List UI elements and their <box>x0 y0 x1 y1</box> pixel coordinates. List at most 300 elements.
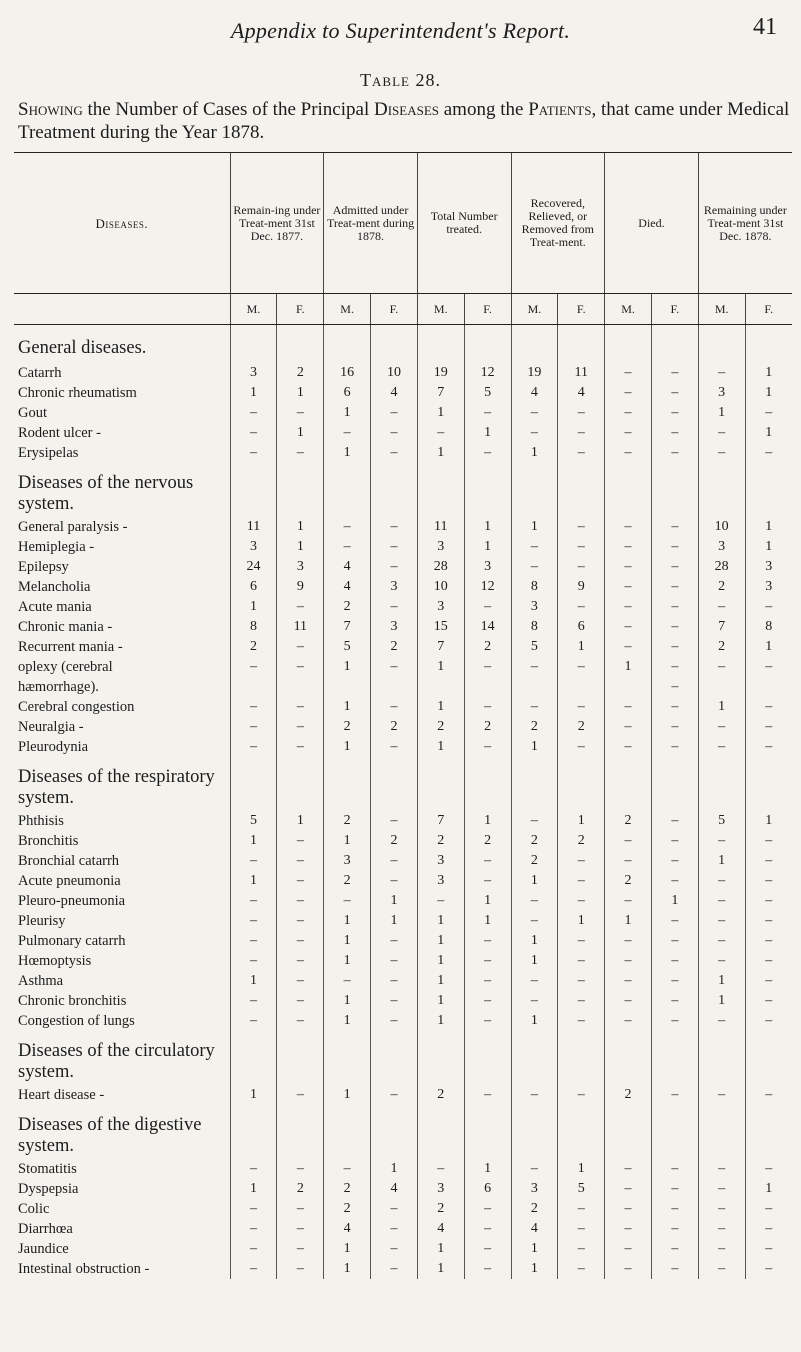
table-cell: 1 <box>511 517 558 537</box>
table-cell: 6 <box>558 617 605 637</box>
table-cell: – <box>558 737 605 757</box>
table-cell: 8 <box>745 617 792 637</box>
table-cell: – <box>277 871 324 891</box>
table-cell: – <box>558 1239 605 1259</box>
table-cell: – <box>277 637 324 657</box>
table-cell: 12 <box>464 363 511 383</box>
table-cell: 6 <box>464 1179 511 1199</box>
table-cell: 1 <box>324 911 371 931</box>
table-cell <box>511 677 558 697</box>
disease-name: hæmorrhage). <box>18 678 99 695</box>
table-cell: – <box>605 851 652 871</box>
table-cell: – <box>605 577 652 597</box>
table-cell: – <box>558 423 605 443</box>
section-header-row <box>14 325 792 364</box>
table-cell: – <box>464 851 511 871</box>
table-cell: – <box>230 1239 277 1259</box>
table-cell: – <box>230 1259 277 1279</box>
table-cell <box>417 325 464 364</box>
table-cell: – <box>651 517 698 537</box>
table-cell: – <box>371 697 418 717</box>
table-cell: – <box>698 443 745 463</box>
table-row <box>14 717 792 737</box>
subheader-m: M. <box>698 294 745 325</box>
table-cell: – <box>277 831 324 851</box>
table-cell: 2 <box>324 1199 371 1219</box>
table-cell: – <box>558 951 605 971</box>
table-cell: – <box>371 951 418 971</box>
table-cell: – <box>605 951 652 971</box>
table-cell: 1 <box>745 423 792 443</box>
section-title: General diseases. <box>18 337 147 358</box>
table-cell: – <box>277 1085 324 1105</box>
table-cell: – <box>698 831 745 851</box>
table-cell: 5 <box>230 811 277 831</box>
table-cell <box>371 463 418 517</box>
table-row <box>14 443 792 463</box>
table-cell: 2 <box>605 811 652 831</box>
caption-part: Patients <box>528 99 592 120</box>
table-row <box>14 831 792 851</box>
section-header-row <box>14 1031 792 1085</box>
subheader-m: M. <box>230 294 277 325</box>
table-cell: – <box>698 737 745 757</box>
table-cell: 1 <box>324 991 371 1011</box>
caption-part: Showing <box>18 99 83 120</box>
table-cell: – <box>698 1159 745 1179</box>
disease-name: Dyspepsia <box>18 1180 79 1197</box>
table-cell: – <box>324 517 371 537</box>
table-cell: – <box>277 697 324 717</box>
table-row <box>14 537 792 557</box>
table-cell: – <box>745 1085 792 1105</box>
disease-name: oplexy (cerebral <box>18 658 113 675</box>
table-cell: – <box>277 991 324 1011</box>
table-cell: 19 <box>511 363 558 383</box>
table-cell: 7 <box>698 617 745 637</box>
table-cell: 3 <box>698 383 745 403</box>
table-cell: – <box>464 1085 511 1105</box>
disease-name: Pleuro-pneumonia <box>18 892 126 909</box>
table-cell: – <box>371 657 418 677</box>
table-row <box>14 1179 792 1199</box>
table-cell: 11 <box>277 617 324 637</box>
table-cell: 7 <box>417 811 464 831</box>
table-cell: – <box>605 557 652 577</box>
table-cell: – <box>371 557 418 577</box>
table-cell: – <box>464 1011 511 1031</box>
table-cell <box>558 757 605 811</box>
table-cell <box>464 757 511 811</box>
table-row <box>14 577 792 597</box>
table-cell: 24 <box>230 557 277 577</box>
disease-name: Bronchitis <box>18 832 79 849</box>
table-cell: – <box>464 737 511 757</box>
table-cell: – <box>698 423 745 443</box>
table-cell: – <box>651 1085 698 1105</box>
table-cell: – <box>417 423 464 443</box>
subheader-blank <box>14 294 230 325</box>
table-cell: – <box>651 931 698 951</box>
subheader-f: F. <box>371 294 418 325</box>
table-cell: – <box>230 423 277 443</box>
table-cell: 5 <box>324 637 371 657</box>
table-cell: – <box>745 697 792 717</box>
table-cell: – <box>698 1179 745 1199</box>
table-cell: – <box>558 931 605 951</box>
table-cell: 1 <box>605 657 652 677</box>
table-cell: 1 <box>417 931 464 951</box>
table-cell: 2 <box>558 717 605 737</box>
column-header-group: Remain-ing under Treat-ment 31st Dec. 1877. <box>230 153 324 294</box>
table-cell: 5 <box>511 637 558 657</box>
table-cell: 3 <box>230 363 277 383</box>
table-cell: – <box>558 851 605 871</box>
table-cell: 4 <box>371 1179 418 1199</box>
table-row <box>14 851 792 871</box>
table-row <box>14 423 792 443</box>
table-cell: 3 <box>417 871 464 891</box>
table-cell <box>511 463 558 517</box>
table-cell: 4 <box>324 1219 371 1239</box>
table-cell: 1 <box>745 383 792 403</box>
table-cell: – <box>558 1259 605 1279</box>
table-cell: – <box>511 697 558 717</box>
table-cell: – <box>651 697 698 717</box>
table-cell <box>745 757 792 811</box>
table-cell: – <box>745 717 792 737</box>
table-cell: 1 <box>511 737 558 757</box>
table-cell: 4 <box>371 383 418 403</box>
table-cell: – <box>277 1199 324 1219</box>
table-cell: – <box>651 1179 698 1199</box>
table-cell <box>277 325 324 364</box>
table-cell: – <box>745 871 792 891</box>
table-cell: 1 <box>277 537 324 557</box>
table-cell <box>558 463 605 517</box>
table-cell: 1 <box>698 403 745 423</box>
table-cell: 2 <box>605 1085 652 1105</box>
table-cell: 16 <box>324 363 371 383</box>
table-cell: 1 <box>230 383 277 403</box>
column-header-group: Remaining under Treat-ment 31st Dec. 1878. <box>698 153 792 294</box>
table-cell <box>651 1031 698 1085</box>
disease-name: Jaundice <box>18 1240 69 1257</box>
table-cell: 2 <box>417 831 464 851</box>
table-cell <box>698 757 745 811</box>
subheader-row <box>14 294 792 325</box>
table-cell: 1 <box>745 1179 792 1199</box>
table-cell <box>277 1031 324 1085</box>
disease-name: Intestinal obstruction - <box>18 1260 150 1277</box>
table-row <box>14 1239 792 1259</box>
table-cell: 1 <box>417 991 464 1011</box>
table-cell: – <box>698 1239 745 1259</box>
table-cell <box>324 757 371 811</box>
table-cell <box>371 1105 418 1159</box>
table-cell: – <box>698 1259 745 1279</box>
table-cell: – <box>230 1199 277 1219</box>
table-cell: – <box>558 697 605 717</box>
table-cell: 2 <box>277 363 324 383</box>
table-cell: – <box>277 951 324 971</box>
table-cell: 1 <box>511 1239 558 1259</box>
table-cell: 1 <box>371 1159 418 1179</box>
table-cell: – <box>230 851 277 871</box>
table-cell <box>417 1105 464 1159</box>
table-cell: – <box>277 597 324 617</box>
table-cell: – <box>371 971 418 991</box>
table-cell: 1 <box>745 637 792 657</box>
table-cell: – <box>277 657 324 677</box>
table-cell: – <box>745 851 792 871</box>
subheader-m: M. <box>417 294 464 325</box>
table-cell: 1 <box>417 657 464 677</box>
table-cell <box>605 757 652 811</box>
table-row <box>14 811 792 831</box>
column-header-group: Total Number treated. <box>417 153 511 294</box>
table-cell: – <box>464 443 511 463</box>
column-header-group: Died. <box>605 153 699 294</box>
table-cell: – <box>605 403 652 423</box>
table-cell <box>464 1105 511 1159</box>
table-cell: – <box>371 517 418 537</box>
disease-name: Hemiplegia - <box>18 538 95 555</box>
table-cell: – <box>558 1085 605 1105</box>
table-cell: 2 <box>324 811 371 831</box>
table-cell: 1 <box>417 1239 464 1259</box>
table-cell <box>698 325 745 364</box>
table-cell: 1 <box>417 697 464 717</box>
table-cell: – <box>324 1159 371 1179</box>
subheader-f: F. <box>558 294 605 325</box>
table-row <box>14 383 792 403</box>
disease-name: Cerebral congestion <box>18 698 135 715</box>
table-cell: – <box>277 737 324 757</box>
page-number: 41 <box>753 14 777 40</box>
table-cell: – <box>558 891 605 911</box>
table-cell: 1 <box>324 951 371 971</box>
table-cell: – <box>698 1199 745 1219</box>
table-cell: – <box>651 1259 698 1279</box>
table-cell: – <box>605 443 652 463</box>
table-cell: 10 <box>371 363 418 383</box>
table-row <box>14 617 792 637</box>
table-cell: – <box>745 1259 792 1279</box>
table-cell: – <box>745 831 792 851</box>
table-cell: – <box>698 597 745 617</box>
table-cell: 1 <box>417 1259 464 1279</box>
disease-name: Epilepsy <box>18 558 69 575</box>
section-title: Diseases of the digestive system. <box>18 1115 202 1156</box>
table-cell: 1 <box>230 871 277 891</box>
table-cell: – <box>651 1199 698 1219</box>
table-cell: – <box>651 1219 698 1239</box>
table-cell: – <box>745 1011 792 1031</box>
disease-name: Stomatitis <box>18 1160 77 1177</box>
table-cell: 1 <box>745 537 792 557</box>
table-cell: 2 <box>511 717 558 737</box>
table-cell: – <box>745 657 792 677</box>
table-cell: 2 <box>511 831 558 851</box>
table-cell <box>605 463 652 517</box>
table-cell: – <box>605 517 652 537</box>
disease-name: Neuralgia - <box>18 718 84 735</box>
table-cell: – <box>605 1239 652 1259</box>
caption-part: , that came under Medical Treatment during the Year 1878. <box>18 99 790 143</box>
table-cell: 2 <box>698 637 745 657</box>
table-cell: – <box>371 871 418 891</box>
table-cell: 8 <box>511 617 558 637</box>
caption-part: Diseases <box>373 99 439 120</box>
table-cell: – <box>745 443 792 463</box>
table-cell: – <box>605 991 652 1011</box>
disease-name: Pulmonary catarrh <box>18 932 126 949</box>
table-cell: – <box>651 383 698 403</box>
table-cell: – <box>698 871 745 891</box>
table-cell: 2 <box>371 717 418 737</box>
table-cell: 5 <box>464 383 511 403</box>
disease-name: Phthisis <box>18 812 64 829</box>
table-cell: – <box>511 557 558 577</box>
table-cell: 1 <box>371 911 418 931</box>
table-cell <box>558 677 605 697</box>
table-cell: – <box>230 717 277 737</box>
table-cell: 11 <box>230 517 277 537</box>
table-cell: – <box>230 403 277 423</box>
table-cell: – <box>558 403 605 423</box>
table-cell: – <box>651 537 698 557</box>
table-cell: 1 <box>324 1259 371 1279</box>
table-cell: – <box>371 443 418 463</box>
table-cell: 1 <box>324 831 371 851</box>
table-cell: – <box>464 657 511 677</box>
table-cell: 5 <box>698 811 745 831</box>
table-cell: 10 <box>698 517 745 537</box>
table-cell: – <box>605 597 652 617</box>
table-cell: 11 <box>558 363 605 383</box>
table-cell: – <box>651 1011 698 1031</box>
table-cell: – <box>651 811 698 831</box>
disease-name: Recurrent mania - <box>18 638 123 655</box>
table-row <box>14 403 792 423</box>
table-cell: – <box>371 737 418 757</box>
disease-name: Hœmoptysis <box>18 952 92 969</box>
table-cell: 2 <box>324 1179 371 1199</box>
subheader-m: M. <box>605 294 652 325</box>
table-cell: 3 <box>745 577 792 597</box>
table-cell: – <box>277 1259 324 1279</box>
table-cell <box>558 1105 605 1159</box>
table-cell: – <box>605 831 652 851</box>
table-cell: – <box>651 617 698 637</box>
table-cell: 2 <box>511 1199 558 1219</box>
table-cell <box>371 1031 418 1085</box>
table-cell <box>464 677 511 697</box>
table-cell: – <box>230 931 277 951</box>
table-cell: – <box>371 423 418 443</box>
table-cell <box>745 325 792 364</box>
table-cell <box>371 757 418 811</box>
table-cell: 3 <box>745 557 792 577</box>
table-cell: 3 <box>417 1179 464 1199</box>
table-cell: 2 <box>324 597 371 617</box>
table-cell: – <box>558 443 605 463</box>
table-cell: 1 <box>558 637 605 657</box>
table-cell <box>511 1031 558 1085</box>
table-cell: 1 <box>745 811 792 831</box>
table-cell: 1 <box>698 697 745 717</box>
table-cell <box>230 325 277 364</box>
table-cell: 1 <box>417 1011 464 1031</box>
table-cell: 28 <box>698 557 745 577</box>
table-cell: 1 <box>417 403 464 423</box>
table-cell: 1 <box>698 991 745 1011</box>
table-cell: – <box>511 1159 558 1179</box>
disease-name: Gout <box>18 404 47 421</box>
table-cell: – <box>277 1219 324 1239</box>
table-cell: – <box>651 657 698 677</box>
table-cell: 2 <box>324 871 371 891</box>
table-cell: – <box>230 891 277 911</box>
table-cell: 4 <box>417 1219 464 1239</box>
table-row <box>14 1199 792 1219</box>
table-cell: – <box>605 697 652 717</box>
table-cell: – <box>745 1199 792 1219</box>
table-cell: – <box>230 1159 277 1179</box>
disease-name: Pleurisy <box>18 912 66 929</box>
table-cell: – <box>371 597 418 617</box>
table-cell: – <box>698 1085 745 1105</box>
disease-name: Chronic mania - <box>18 618 113 635</box>
caption-part: among the <box>439 99 529 120</box>
table-cell: – <box>230 697 277 717</box>
table-cell: 1 <box>511 443 558 463</box>
table-cell: 2 <box>464 717 511 737</box>
subheader-f: F. <box>277 294 324 325</box>
table-cell <box>651 325 698 364</box>
table-cell: – <box>371 537 418 557</box>
table-cell: – <box>651 577 698 597</box>
table-cell: 3 <box>417 537 464 557</box>
table-cell <box>417 463 464 517</box>
table-cell: – <box>464 871 511 891</box>
table-cell: – <box>277 891 324 911</box>
table-cell <box>464 325 511 364</box>
table-cell: – <box>277 911 324 931</box>
caption-part: the Number of Cases of the Principal <box>82 99 374 120</box>
table-cell: – <box>371 851 418 871</box>
table-row <box>14 657 792 677</box>
table-cell <box>698 677 745 697</box>
table-cell <box>464 1031 511 1085</box>
table-body <box>14 325 792 1280</box>
table-cell: – <box>698 1011 745 1031</box>
table-cell: – <box>511 403 558 423</box>
table-cell: – <box>698 717 745 737</box>
table-cell: 1 <box>277 383 324 403</box>
table-cell: – <box>698 891 745 911</box>
table-cell: 2 <box>558 831 605 851</box>
section-title: Diseases of the circulatory system. <box>18 1041 215 1082</box>
table-cell: – <box>371 1219 418 1239</box>
table-cell: 11 <box>417 517 464 537</box>
table-cell: 1 <box>464 811 511 831</box>
section-header-row <box>14 463 792 517</box>
table-cell: 2 <box>417 1199 464 1219</box>
table-cell: – <box>371 1199 418 1219</box>
table-cell: 1 <box>324 443 371 463</box>
